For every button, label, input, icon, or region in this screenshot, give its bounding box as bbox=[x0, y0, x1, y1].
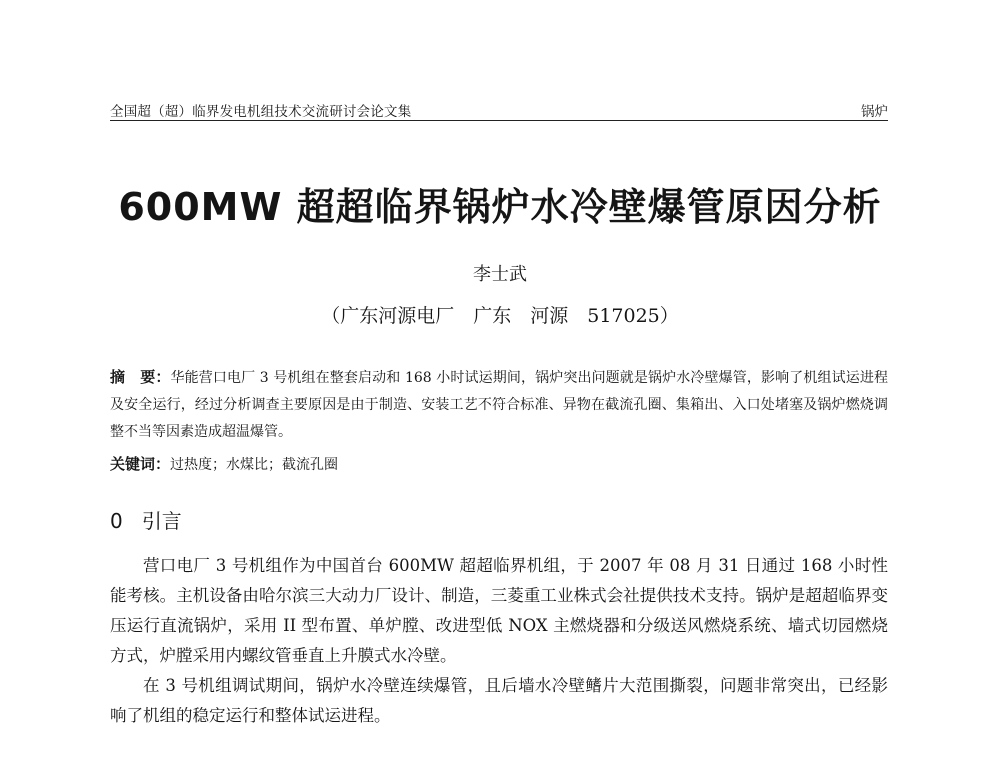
running-head-proceedings: 全国超（超）临界发电机组技术交流研讨会论文集 bbox=[110, 104, 412, 120]
running-head bbox=[110, 94, 888, 121]
keywords-text: 过热度；水煤比；截流孔圈 bbox=[170, 457, 339, 473]
paragraph: 营口电厂 3 号机组作为中国首台 600MW 超超临界机组，于 2007 年 08 月 31 日通过 168 小时性能考核。主机设备由哈尔滨三大动力厂设计、制造，三菱重工业株式会社提供技术支持。锅炉是超超临界变压运行直流锅炉，采用 II 型布置、单炉膛、改进型低 NOX 主燃烧器和分级送风燃烧系统、墙式切园燃烧方式，炉膛采用内螺纹管垂直上升膜式水冷壁。 bbox=[110, 556, 888, 665]
body-text bbox=[110, 551, 888, 731]
paper-title: 600MW 超超临界锅炉水冷壁爆管原因分析 bbox=[118, 185, 882, 229]
section-title: 引言 bbox=[141, 509, 182, 533]
section-heading bbox=[110, 505, 182, 534]
keywords bbox=[110, 452, 888, 477]
running-head-category: 锅炉 bbox=[861, 104, 888, 120]
abstract-label: 摘 要： bbox=[110, 368, 171, 386]
author-affiliation: （广东河源电厂 广东 河源 517025） bbox=[321, 305, 679, 327]
author-name: 李士武 bbox=[473, 264, 527, 285]
paragraph: 在 3 号机组调试期间，锅炉水冷壁连续爆管，且后墙水冷壁鳍片大范围撕裂，问题非常突出，已经影响了机组的稳定运行和整体试运进程。 bbox=[110, 676, 888, 725]
section-number: 0 bbox=[110, 509, 123, 533]
keywords-label: 关键词： bbox=[110, 455, 171, 473]
abstract bbox=[110, 364, 888, 446]
abstract-text: 华能营口电厂 3 号机组在整套启动和 168 小时试运期间，锅炉突出问题就是锅炉水冷壁爆管，影响了机组试运进程及安全运行，经过分析调查主要原因是由于制造、安装工艺不符合标准、异物在截流孔圈、集箱出、入口处堵塞及锅炉燃烧调整不当等因素造成超温爆管。 bbox=[110, 370, 888, 440]
